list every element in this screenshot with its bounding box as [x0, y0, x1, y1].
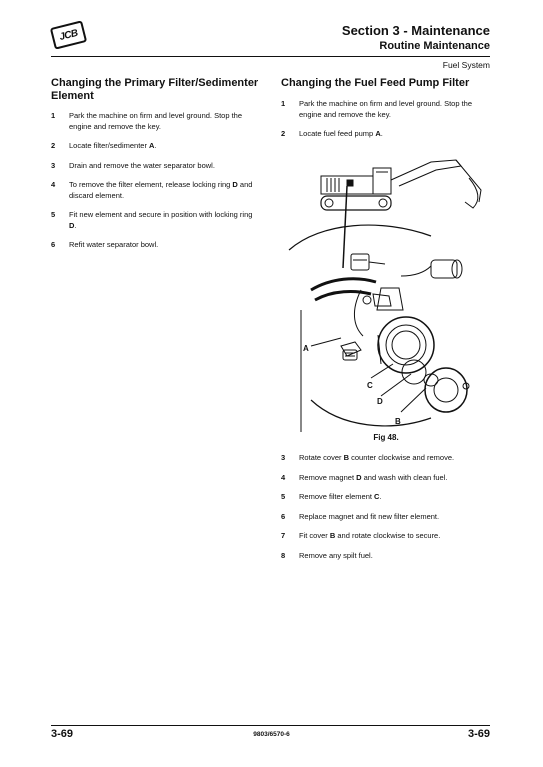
step-number: 4 [281, 472, 286, 482]
step [281, 492, 491, 503]
step-number: 3 [281, 453, 286, 462]
step-text: Remove magnet D and wash with clean fuel. [299, 472, 448, 482]
step [51, 180, 261, 201]
left-steps [51, 111, 261, 260]
step-text: Park the machine on firm and level ground. Stop the engine and remove the key. [69, 111, 243, 131]
topic-label: Fuel System [442, 60, 490, 70]
jcb-logo [50, 20, 87, 49]
label-b: B [395, 417, 401, 426]
step [281, 531, 491, 542]
step-text: Park the machine on firm and level ground. Stop the engine and remove the key. [299, 99, 473, 119]
fuel-pump-figure [281, 150, 491, 440]
logo-text: JCB [58, 27, 79, 43]
step-text: Drain and remove the water separator bowl. [69, 160, 215, 170]
subsection-title: Routine Maintenance [379, 40, 490, 52]
step [281, 473, 491, 484]
header-rule [51, 56, 490, 57]
step-text: Locate fuel feed pump A. [299, 129, 383, 138]
step [281, 99, 491, 120]
step-number: 1 [51, 111, 56, 120]
step [51, 111, 261, 132]
excavator-illustration [321, 160, 481, 210]
step-number: 5 [281, 492, 286, 501]
label-c: C [367, 381, 373, 390]
step-text: Remove any spilt fuel. [299, 550, 373, 560]
label-a: A [303, 344, 309, 353]
step-text: Fit cover B and rotate clockwise to secure. [299, 531, 441, 540]
step-number: 4 [51, 180, 56, 189]
step-number: 2 [281, 129, 286, 138]
footer-rule [51, 725, 490, 726]
section-title: Section 3 - Maintenance [341, 23, 490, 38]
step-number: 2 [51, 141, 56, 150]
step [281, 129, 491, 140]
label-d: D [377, 397, 383, 406]
step-number: 6 [51, 240, 56, 249]
step [51, 161, 261, 172]
left-column-title: Changing the Primary Filter/Sedimenter Element [51, 77, 259, 102]
right-column-title: Changing the Fuel Feed Pump Filter [281, 77, 470, 89]
step [51, 210, 261, 231]
right-steps-bottom [281, 453, 491, 570]
step-text: Remove filter element C. [299, 492, 382, 501]
step-number: 7 [281, 531, 286, 540]
step [51, 240, 261, 251]
step-number: 1 [281, 99, 286, 108]
step-text: To remove the filter element, release locking ring D and discard element. [69, 180, 253, 200]
step-text: Refit water separator bowl. [69, 240, 159, 249]
step-text: Fit new element and secure in position with locking ring D. [69, 210, 253, 230]
figure-caption: Fig 48. [373, 433, 399, 442]
step [281, 551, 491, 562]
step [281, 453, 491, 464]
page-number-right: 3-69 [467, 728, 490, 740]
step [51, 141, 261, 152]
right-steps-top [281, 99, 491, 149]
step-number: 6 [281, 511, 286, 521]
step-text: Replace magnet and fit new filter element. [299, 511, 440, 521]
step-number: 5 [51, 210, 56, 219]
page-number-left: 3-69 [51, 728, 74, 740]
step-number: 8 [281, 550, 286, 560]
step [281, 512, 491, 523]
step-number: 3 [51, 160, 56, 170]
document-number: 9803/6570-6 [253, 731, 290, 738]
step-text: Locate filter/sedimenter A. [69, 141, 157, 150]
step-text: Rotate cover B counter clockwise and remove. [299, 453, 455, 462]
